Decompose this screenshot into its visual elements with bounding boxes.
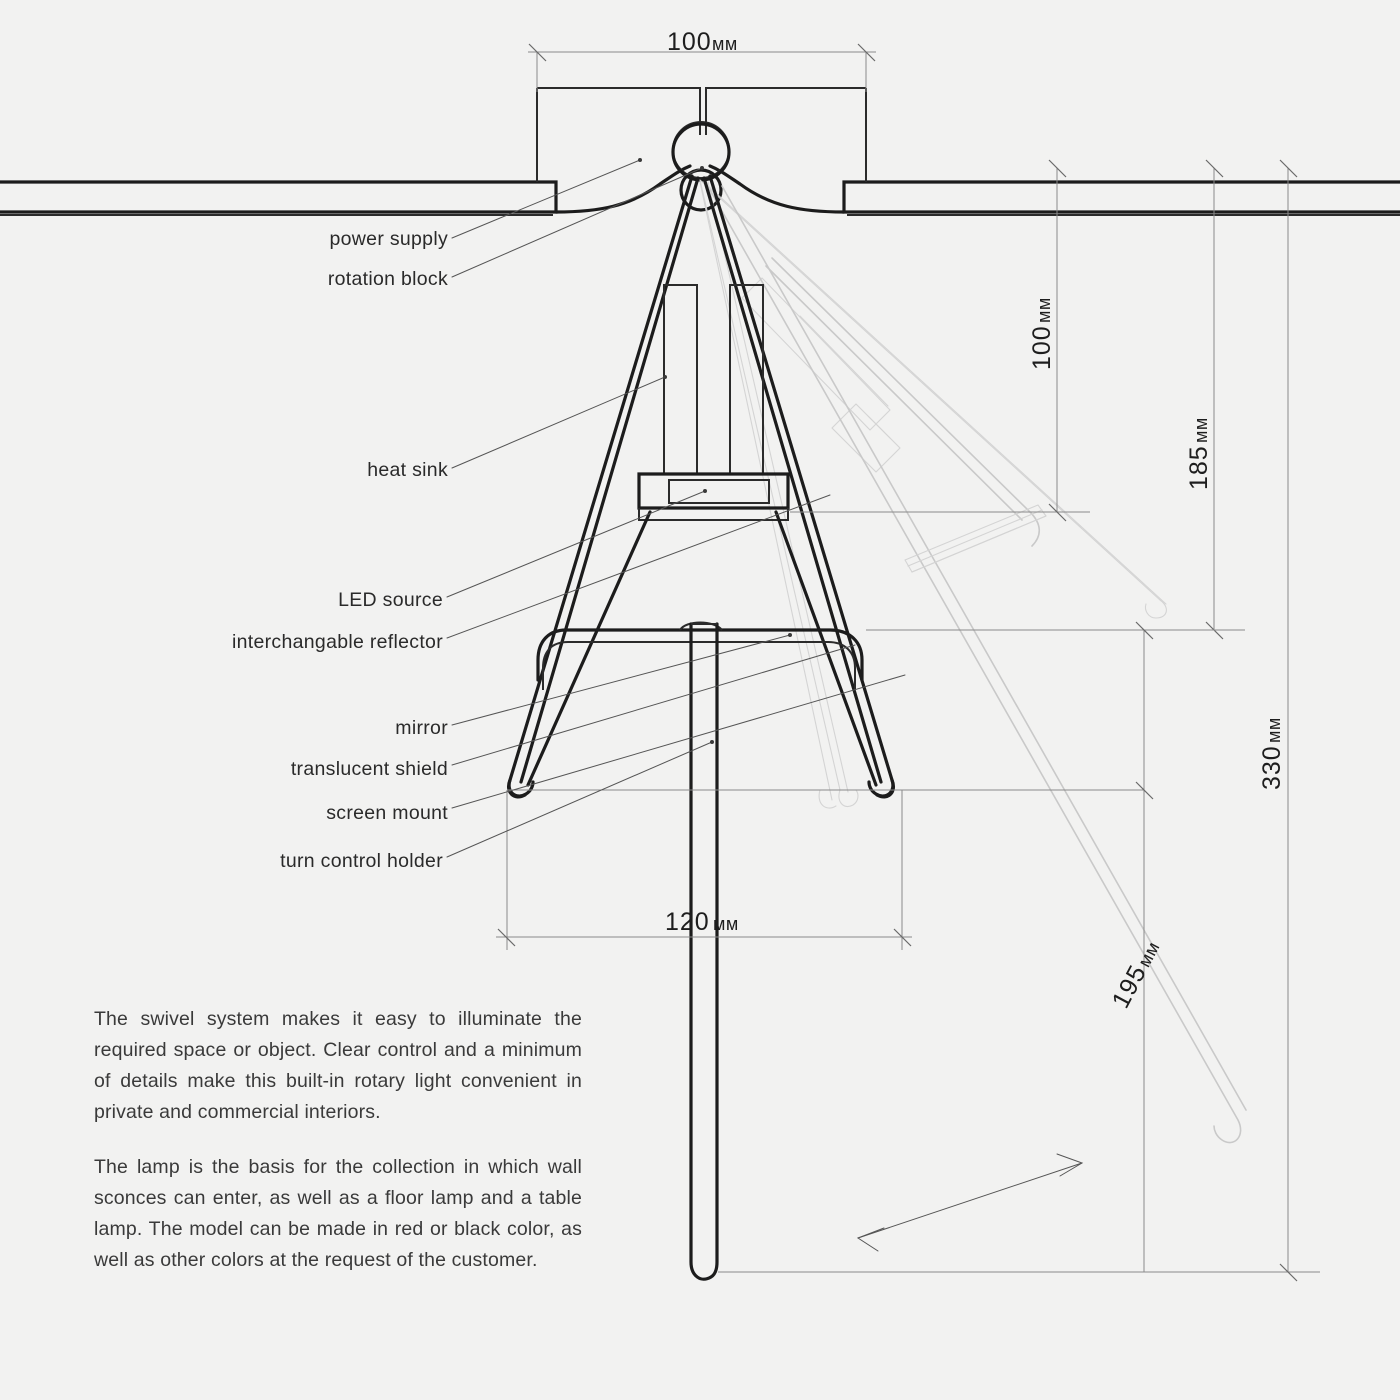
heat-sink: [648, 285, 779, 474]
dim-unit-195: мм: [1133, 938, 1164, 971]
dim-value-100-vertical: 100: [1028, 325, 1056, 370]
dimension-text-height-100: [1028, 297, 1056, 370]
callout-label-interchangable-reflector: interchangable reflector: [232, 631, 443, 653]
dimension-height-330: [718, 160, 1320, 1281]
dim-unit-100-top: мм: [712, 34, 738, 54]
description-paragraph-1: The swivel system makes it easy to illuminate the required space or object. Clear control and a minimum of details make this built-in rotary light convenient in private and commercial interiors.: [94, 1008, 582, 1123]
callout-label-turn-control-holder: turn control holder: [280, 850, 443, 872]
callout-label-rotation-block: rotation block: [327, 268, 448, 290]
dim-unit-120: мм: [713, 914, 739, 934]
ceiling-trim: [556, 166, 844, 212]
dim-unit-330: мм: [1264, 717, 1284, 743]
callout-label-heat-sink: heat sink: [367, 459, 448, 481]
dim-value-185: 185: [1185, 445, 1213, 490]
swing-double-arrow-icon: [858, 1154, 1082, 1251]
dim-value-195: 195: [1106, 960, 1153, 1013]
dimension-text-width-top: [667, 28, 738, 56]
description-paragraph-2: The lamp is the basis for the collection in which wall sconces can enter, as well as a floor lamp and a table lamp. The model can be made in red or black color, as well as other colors at the request of the customer.: [94, 1156, 582, 1271]
dim-unit-100-vertical: мм: [1034, 297, 1054, 323]
dimension-text-width-bottom: [665, 908, 739, 936]
callout-label-screen-mount: screen mount: [326, 802, 448, 824]
dimension-text-length-195: [1107, 935, 1166, 1012]
callout-label-power-supply: power supply: [329, 228, 448, 250]
dim-value-100-top: 100: [667, 28, 712, 56]
construction-lines: [507, 622, 1245, 799]
turn-control-holder: [691, 624, 717, 1279]
dimension-text-height-330: [1258, 717, 1286, 790]
callout-label-led-source: LED source: [338, 589, 443, 611]
dim-value-330: 330: [1258, 745, 1286, 790]
dim-value-120: 120: [665, 908, 710, 936]
dimension-text-height-185: [1185, 417, 1213, 490]
screen-mount-tips: [509, 780, 894, 797]
lamp-outer-frame: [509, 176, 893, 796]
dim-unit-185: мм: [1191, 417, 1211, 443]
callout-labels: [232, 228, 448, 872]
callout-label-mirror: mirror: [395, 717, 448, 739]
callout-label-translucent-shield: translucent shield: [290, 758, 448, 780]
led-source-housing: [639, 474, 788, 520]
